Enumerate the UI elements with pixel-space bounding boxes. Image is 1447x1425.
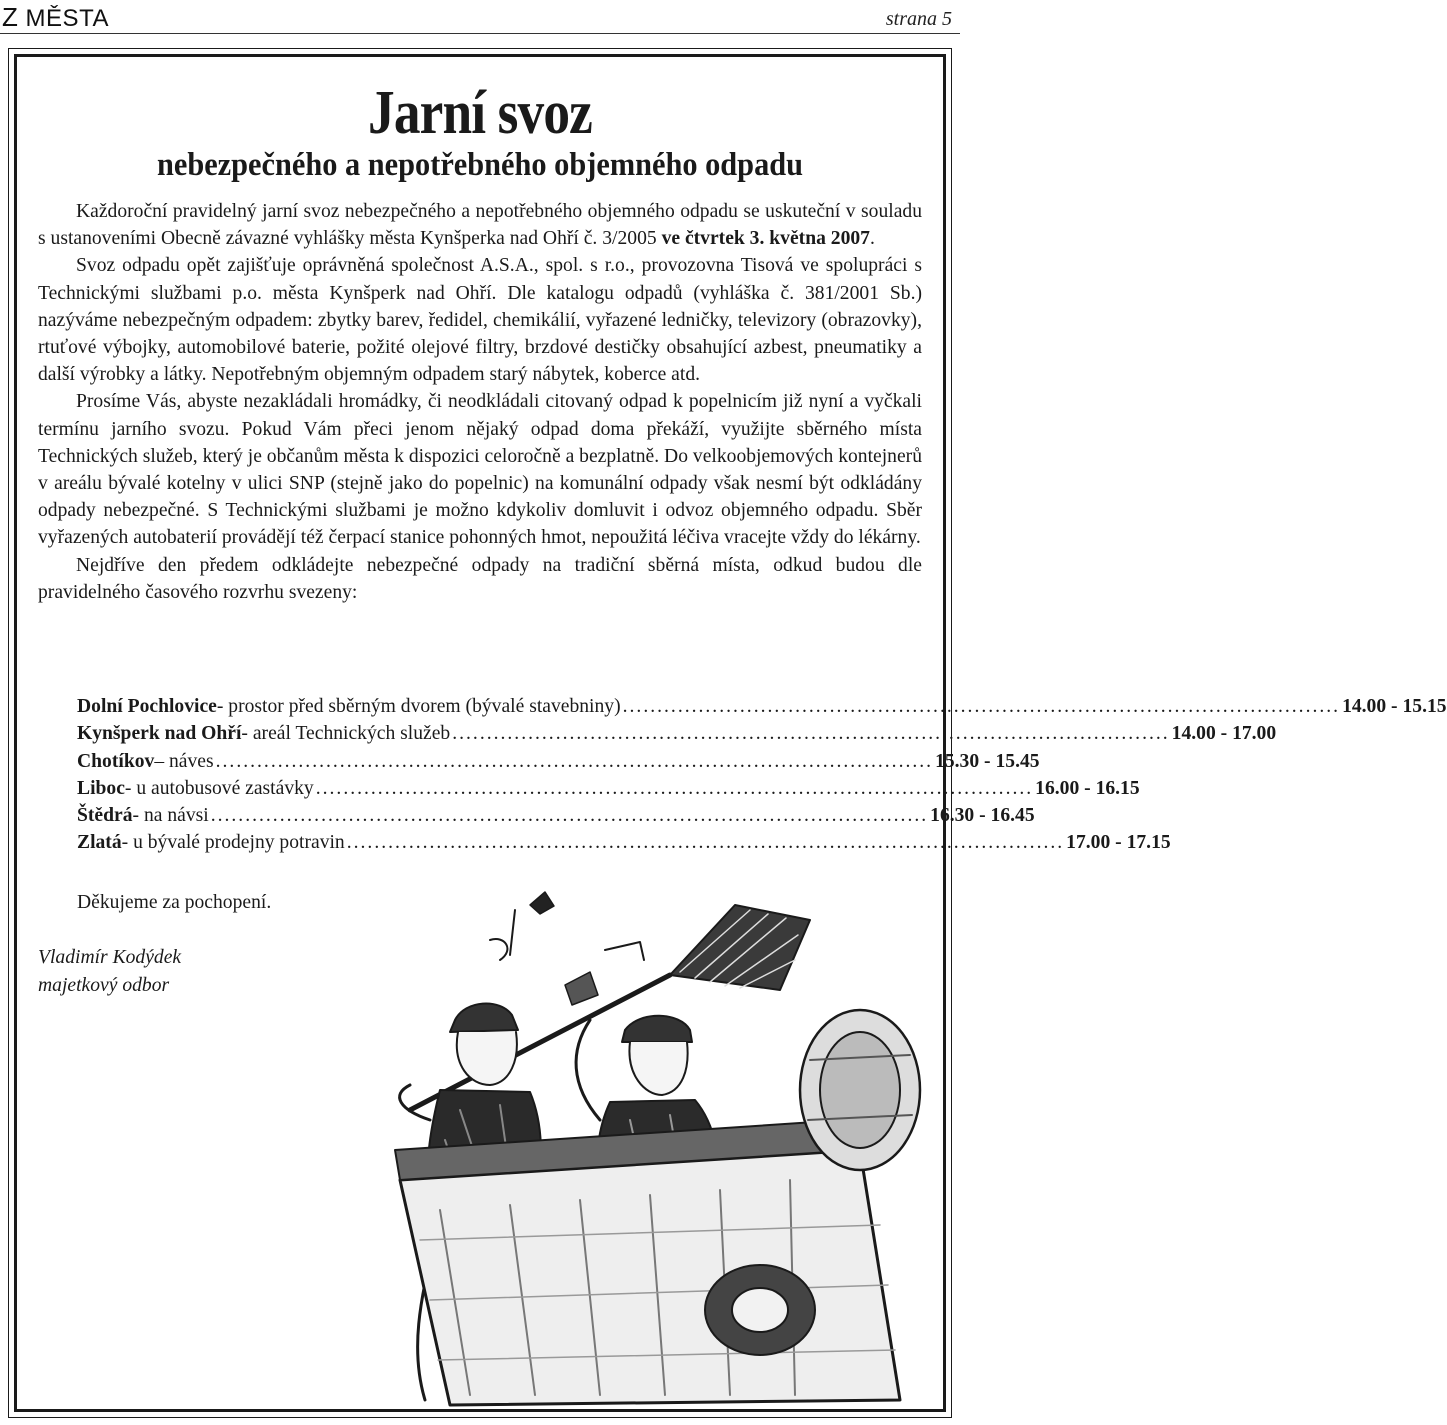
time-range: 16.30 - 16.45 [930,805,1035,827]
page-header [0,0,960,34]
waste-container-icon [395,1120,900,1405]
time-range: 16.00 - 16.15 [1035,777,1140,799]
schedule-row: Chotíkov – náves ........................................................................................................ 15.30 - 15.45 [77,750,1040,772]
header-rule [0,33,960,34]
place-name: Dolní Pochlovice [77,696,217,717]
leader-dots: ........................................................................................................ [622,696,1341,717]
section-title: Z MĚSTA [2,2,109,32]
leader-dots: ........................................................................................................ [210,805,929,827]
signature [38,944,181,999]
article-title: Jarní svoz [368,79,592,147]
article-body [38,198,922,606]
paragraph-schedule-intro: Nejdříve den předem odkládejte nebezpečné odpady na tradiční sběrná místa, odkud budou dle pravidelného časového rozvrhu svezeny: [38,554,922,603]
place-name: Kynšperk nad Ohří [77,723,242,745]
date-highlight: ve čtvrtek 3. května 2007 [661,228,870,250]
debris-icon [490,892,644,1005]
time-range: 17.00 - 17.15 [1066,832,1171,854]
paragraph-request: Prosíme Vás, abyste nezakládali hromádky, či neodkládali citovaný odpad k popelnicím již nyní a vyčkali termínu jarního svozu. Pokud Vám přeci jenom nějaký odpad doma překáží, využijte sběrného místa Technických služeb, který je občanům města k dispozici celoročně a bezplatně. Do velkoobjemových kontejnerů v areálu bývalé kotelny v ulici SNP (stejně jako do popelnic) na komunální odpady však nesmí být odkládány odpady nebezpečné. S Technickými službami je možno kdykoliv domluvit i odvoz objemného odpadu. Sběr vyřazených autobaterií provádějí též čerpací stanice pohonných hmot, nepoužitá léčiva vracejte vždy do lékárny. [38,391,922,549]
place-name: Chotíkov [77,750,155,772]
place-name: Štědrá [77,805,133,827]
paragraph-waste-definition: Svoz odpadu opět zajišťuje oprávněná společnost A.S.A., spol. s r.o., provozovna Tisová ve spolupráci s Technickými službami p.o. města Kynšperk nad Ohří. Dle katalogu odpadů (vyhláška č. 381/2001 Sb.) nazýváme nebezpečným odpadem: zbytky barev, ředidel, chemikálií, vyřazené ledničky, televizory (obrazovky), rtuťové výbojky, automobilové baterie, požité olejové filtry, brzdové destičky obsahující azbest, pneumatiky a další výrobky a látky. Nepotřebným objemným odpadem starý nábytek, koberce atd. [38,255,922,386]
barrel-icon [800,1010,920,1170]
collection-schedule [77,696,1447,860]
leader-dots: ........................................................................................................ [315,777,1034,799]
leader-dots: ........................................................................................................ [215,750,934,772]
schedule-row: Štědrá - na návsi ........................................................................................................ 16.30 - 16.45 [77,805,1035,827]
paragraph-intro: Každoroční pravidelný jarní svoz nebezpečného a nepotřebného objemného odpadu se uskuteční v souladu s ustanoveními Obecně závazné vyhlášky města Kynšperka nad Ohří č. 3/2005 ve čtvrtek 3. května 2007. [38,201,922,250]
schedule-row: Zlatá - u bývalé prodejny potravin ........................................................................................................ 17.00 - 17.15 [77,832,1171,854]
waste-collection-illustration [340,880,945,1410]
schedule-row: Liboc - u autobusové zastávky ........................................................................................................ 16.00 - 16.15 [77,777,1140,799]
tire-icon [705,1265,815,1355]
signature-department: majetkový odbor [38,974,170,996]
place-name: Zlatá [77,832,122,854]
thanks-note: Děkujeme za pochopení. [77,892,272,913]
schedule-row: Kynšperk nad Ohří - areál Technických služeb ........................................................................................................ 14.00 - 17.00 [77,723,1277,745]
article-subtitle: nebezpečného a nepotřebného objemného odpadu [156,147,804,183]
schedule-row: Dolní Pochlovice - prostor před sběrným dvorem (bývalé stavebniny) ........................................................................................................ 14.00 - 15.15 [77,696,1447,717]
time-range: 14.00 - 17.00 [1171,723,1277,745]
leader-dots: ........................................................................................................ [346,832,1065,854]
signature-name: Vladimír Kodýdek [38,947,182,968]
leader-dots: ........................................................................................................ [452,723,1170,745]
place-name: Liboc [77,777,125,799]
page-number: strana 5 [885,8,952,30]
time-range: 14.00 - 15.15 [1342,696,1447,717]
time-range: 15.30 - 15.45 [935,750,1040,772]
